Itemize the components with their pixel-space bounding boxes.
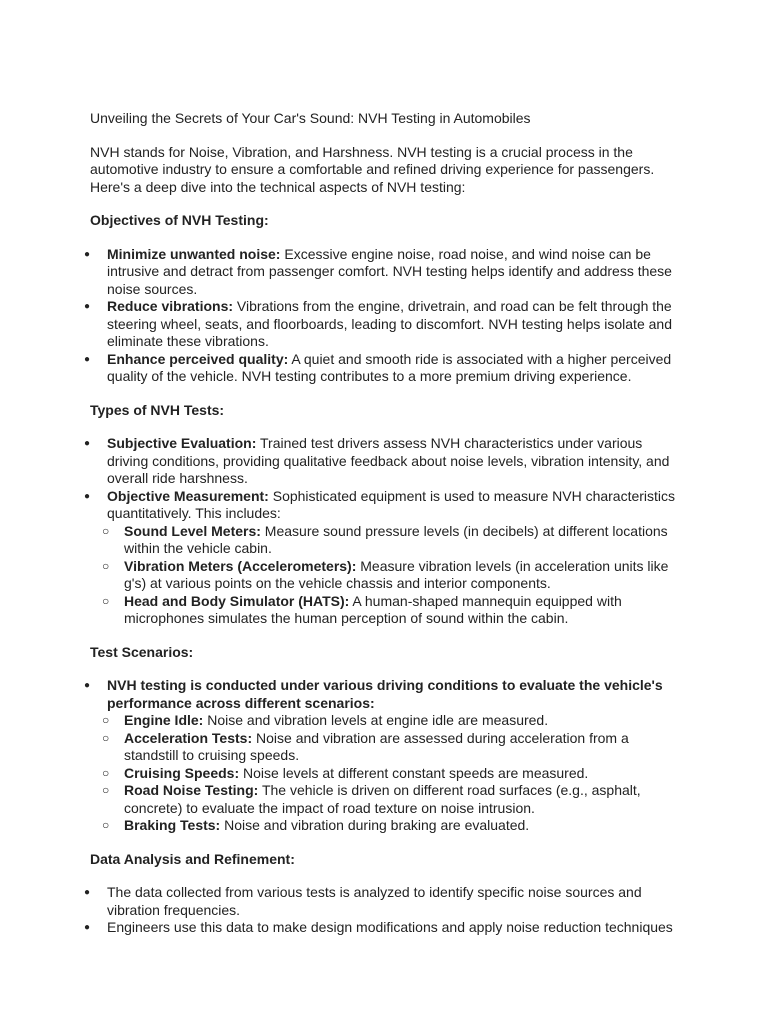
list-item-text: The data collected from various tests is analyzed to identify specific noise sources and vibration frequencies. — [107, 884, 642, 918]
list-item-text: Trained test drivers assess NVH characteristics under various driving conditions, providing qualitative feedback about noise levels, vibration intensity, and overall ride harshness. — [107, 435, 670, 486]
sublist-item — [124, 523, 680, 558]
objectives-list — [90, 246, 680, 386]
list-item — [107, 884, 680, 919]
sublist-item — [124, 765, 680, 783]
sublist-item-text: A human-shaped mannequin equipped with microphones simulates the human perception of sound within the cabin. — [124, 592, 622, 626]
list-item — [107, 351, 680, 386]
list-item-term: NVH testing is conducted under various driving conditions to evaluate the vehicle's performance across different scenarios: — [107, 677, 663, 711]
list-item — [107, 246, 680, 299]
sublist-item-term: Head and Body Simulator (HATS): — [124, 592, 350, 609]
types-list — [90, 435, 680, 628]
sublist-item-text: Noise and vibration levels at engine idle are measured. — [203, 712, 549, 728]
section-heading-objectives: Objectives of NVH Testing: — [90, 212, 269, 228]
list-item-term: Subjective Evaluation: — [107, 435, 257, 451]
section-heading-analysis: Data Analysis and Refinement: — [90, 850, 295, 867]
sublist-item-term: Braking Tests: — [124, 817, 221, 833]
section-heading-scenarios: Test Scenarios: — [90, 643, 194, 660]
sublist-item — [124, 593, 680, 628]
sublist-item-term: Acceleration Tests: — [124, 729, 253, 746]
sublist-item-term: Engine Idle: — [124, 712, 204, 728]
scenarios-sublist — [107, 712, 680, 835]
list-item — [107, 919, 680, 937]
list-item-text: Engineers use this data to make design modifications and apply noise reduction techniques — [107, 919, 673, 935]
sublist-item-term: Cruising Speeds: — [124, 764, 240, 781]
scenarios-list — [90, 677, 680, 835]
sublist-item-term: Sound Level Meters: — [124, 522, 261, 539]
analysis-list — [90, 884, 680, 937]
list-item-text: Vibrations from the engine, drivetrain, and road can be felt through the steering wheel, seats, and floorboards, leading to discomfort. NVH testing helps isolate and eliminate these vibrations. — [107, 298, 672, 349]
list-item — [107, 488, 680, 628]
sublist-item — [124, 712, 680, 730]
sublist-item-term: Road Noise Testing: — [124, 782, 259, 798]
sublist-item — [124, 558, 680, 593]
list-item-text: Excessive engine noise, road noise, and wind noise can be intrusive and detract from passenger comfort. NVH testing helps identify and address these noise sources. — [107, 245, 672, 297]
sublist-item-term: Vibration Meters (Accelerometers): — [124, 557, 357, 574]
sublist-item-text: Noise and vibration are assessed during acceleration from a standstill to cruising speeds. — [124, 729, 629, 763]
sublist-item — [124, 782, 680, 817]
sublist-item — [124, 817, 680, 835]
list-item-term: Minimize unwanted noise: — [107, 245, 281, 262]
intro-paragraph: NVH stands for Noise, Vibration, and Harshness. NVH testing is a crucial process in the automotive industry to ensure a comfortable and refined driving experience for passengers. Here's a deep dive into the technical aspects of NVH testing: — [90, 143, 655, 195]
list-item — [107, 677, 680, 835]
sublist-item-text: Measure vibration levels (in acceleration units like g's) at various points on the vehicle chassis and interior components. — [124, 557, 669, 591]
list-item-term: Enhance perceived quality: — [107, 350, 289, 367]
sublist-item — [124, 730, 680, 765]
list-item-text: Sophisticated equipment is used to measure NVH characteristics quantitatively. This includes: — [107, 487, 676, 521]
sublist-item-text: Measure sound pressure levels (in decibels) at different locations within the vehicle cabin. — [124, 522, 668, 556]
sublist-item-text: The vehicle is driven on different road surfaces (e.g., asphalt, concrete) to evaluate the impact of road texture on noise intrusion. — [124, 782, 641, 816]
section-heading-types: Types of NVH Tests: — [90, 401, 225, 418]
list-item-text: A quiet and smooth ride is associated with a higher perceived quality of the vehicle. NVH testing contributes to a more premium driving experience. — [107, 350, 672, 384]
sublist-item-text: Noise and vibration during braking are evaluated. — [220, 817, 530, 833]
list-item — [107, 435, 680, 488]
list-item — [107, 298, 680, 351]
document-title: Unveiling the Secrets of Your Car's Sound: NVH Testing in Automobiles — [90, 110, 531, 126]
sublist-item-text: Noise levels at different constant speeds are measured. — [239, 764, 589, 781]
measurement-sublist — [107, 523, 680, 628]
list-item-term: Reduce vibrations: — [107, 298, 234, 314]
document-page — [90, 110, 680, 953]
list-item-term: Objective Measurement: — [107, 487, 269, 504]
